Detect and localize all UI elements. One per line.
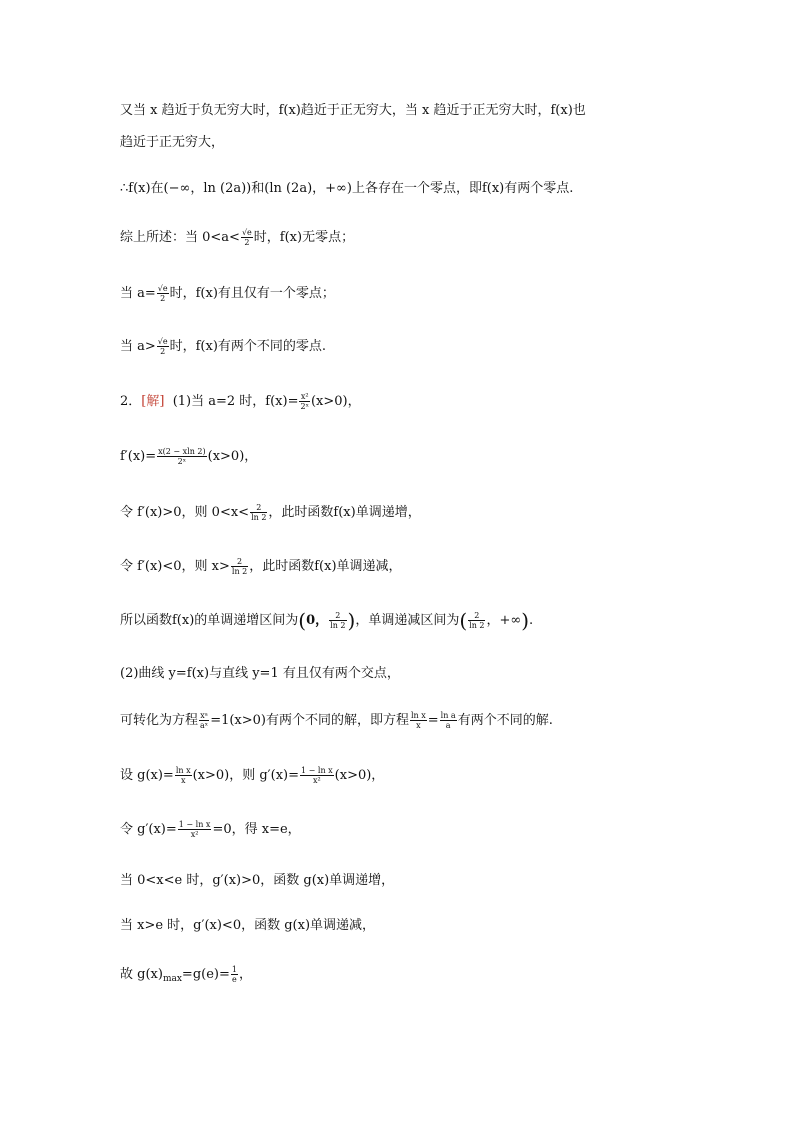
- fraction: $\frac{1}{e}$: [231, 965, 237, 984]
- text-line-14: 设 g(x)= $\frac{\text{ln x}}{x}$ (x>0)，则 g′(x)= $\frac{\text{1 − ln x}}{\text{x²}}$ (x>0)，: [120, 766, 385, 785]
- text-line-16: 当 0<x<e 时，g′(x)>0，函数 g(x)单调递增，: [120, 873, 395, 888]
- text-line-15: 令 g′(x)= $\frac{\text{1 − ln x}}{\text{x²}}$ =0，得 x=e，: [120, 820, 301, 839]
- fraction: $\frac{\text{ln a}}{a}$: [440, 711, 456, 730]
- text-line-6: 当 a> $\frac{√e}{2}$ 时，f(x)有两个不同的零点.: [120, 337, 327, 356]
- text-line-11: 所以函数f(x)的单调递增区间为(0， $\frac{2}{\ln 2}$ )，单调递减区间为( $\frac{2}{\ln 2}$ ，+∞).: [120, 608, 534, 633]
- fraction: $\frac{2}{\ln 2}$: [251, 503, 267, 522]
- text-line-10: 令 f′(x)<0，则 x> $\frac{2}{\ln 2}$ ，此时函数f(x)单调递减，: [120, 557, 402, 576]
- text-line-9: 令 f′(x)>0，则 0<x< $\frac{2}{\ln 2}$ ，此时函数f(x)单调递增，: [120, 503, 421, 522]
- fraction: $\frac{√e}{2}$: [157, 284, 168, 303]
- fraction: $\frac{√e}{2}$: [241, 228, 252, 247]
- text-line-8: f′(x)= $\frac{x(2 - xln 2)}{\text{2ˣ}}$ (x>0)，: [120, 447, 258, 466]
- fraction: $\frac{\text{1 − ln x}}{\text{x²}}$: [178, 820, 211, 839]
- text-line-13: 可转化为方程 $\frac{\text{xᵃ}}{\text{aˣ}}$ =1(x>0)有两个不同的解，即方程 $\frac{\text{ln x}}{x}$ = $\frac{\text{ln a}}{a}$ 有两个不同的解.: [120, 711, 553, 730]
- fraction: $\frac{\text{ln x}}{x}$: [175, 766, 191, 785]
- text-line-17: 当 x>e 时，g′(x)<0，函数 g(x)单调递减，: [120, 918, 376, 933]
- text-line-7: 2．[解] (1)当 a=2 时，f(x)= $\frac{\text{x²}}{\text{2ˣ}}$ (x>0)，: [120, 392, 361, 411]
- text-line-3: ∴f(x)在(−∞，ln (2a))和(ln (2a)，+∞)上各存在一个零点，即f(x)有两个零点.: [120, 181, 574, 196]
- text-line-1: 又当 x 趋近于负无穷大时，f(x)趋近于正无穷大，当 x 趋近于正无穷大时，f(x)也: [120, 103, 586, 118]
- text-line-12: (2)曲线 y=f(x)与直线 y=1 有且仅有两个交点，: [120, 666, 400, 681]
- fraction: $\frac{\text{1 − ln x}}{\text{x²}}$: [301, 766, 333, 785]
- fraction: $\frac{√e}{2}$: [157, 337, 168, 356]
- text-line-4: 综上所述：当 0<a< $\frac{√e}{2}$ 时，f(x)无零点；: [120, 228, 355, 247]
- fraction: $\frac{2}{\ln 2}$: [469, 611, 485, 630]
- fraction: $\frac{\text{xᵃ}}{\text{aˣ}}$: [200, 711, 209, 730]
- text-line-18: 故 $g(x)_{max}=g(e)=$ $\frac{1}{e}$ ，: [120, 965, 252, 984]
- fraction: $\frac{2}{\ln 2}$: [231, 557, 248, 576]
- text-line-2: 趋近于正无穷大，: [120, 135, 225, 150]
- fraction: $\frac{2}{\ln 2}$: [330, 611, 346, 630]
- solution-tag: [解]: [141, 394, 165, 409]
- text-line-5: 当 a= $\frac{√e}{2}$ 时，f(x)有且仅有一个零点；: [120, 284, 335, 303]
- fraction: $\frac{\text{x²}}{\text{2ˣ}}$: [300, 392, 309, 411]
- fraction: $\frac{\text{ln x}}{x}$: [411, 711, 426, 730]
- fraction: $\frac{x(2 - xln 2)}{\text{2ˣ}}$: [158, 447, 206, 466]
